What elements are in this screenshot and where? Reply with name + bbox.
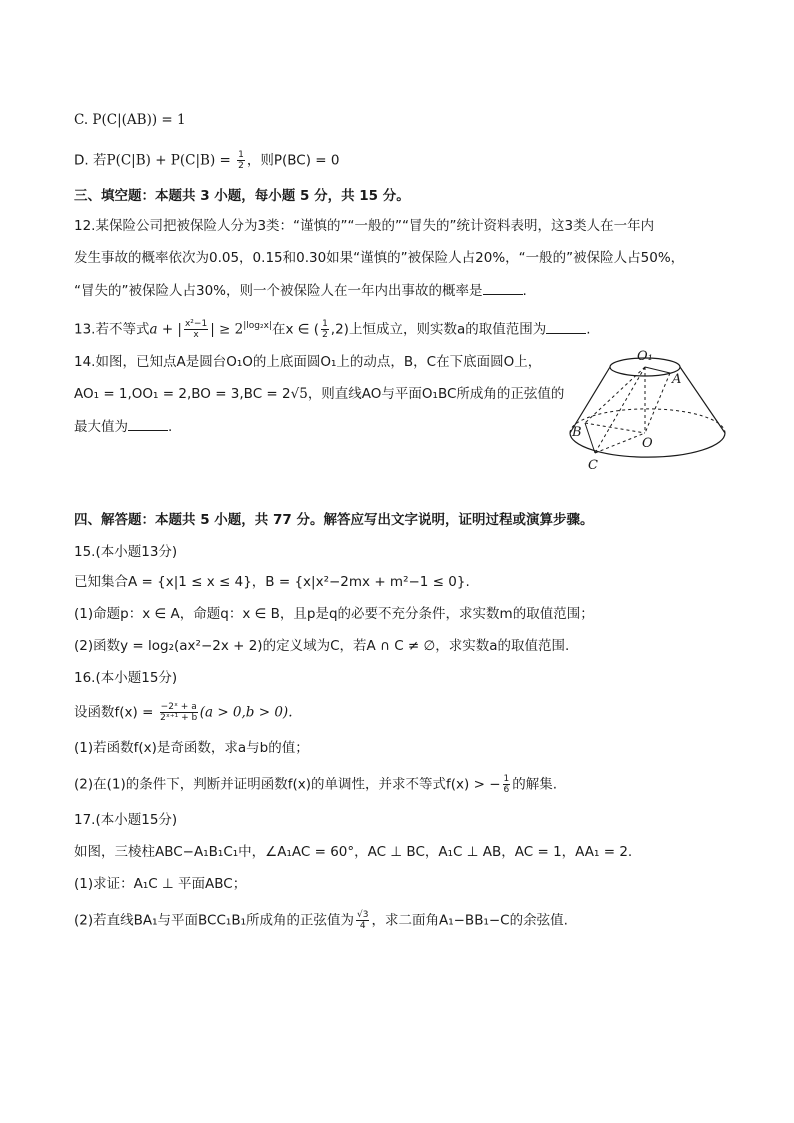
label-o: O: [642, 436, 653, 451]
q17-given: 如图，三棱柱ABC−A₁B₁C₁中，∠A₁AC = 60°，AC ⊥ BC，A₁C ⊥ AB，AC = 1，AA₁ = 2.: [74, 844, 633, 860]
option-c: C. P(C|(AB)) = 1: [74, 112, 186, 128]
q16-part2-post: 的解集.: [512, 776, 558, 793]
q15-title: 15.(本小题13分): [74, 544, 178, 560]
q17-part2-pre: (2)若直线BA₁与平面BCC₁B₁所成角的正弦值为: [74, 912, 354, 929]
option-d-frac-num: 1: [238, 150, 244, 160]
q16-part2-pre: (2)在(1)的条件下，判断并证明函数f(x)的单调性，并求不等式f(x) > −: [74, 776, 501, 793]
label-c: C: [588, 458, 598, 473]
q13-exponent: |log₂x|: [243, 321, 272, 331]
segment-o1-a: [645, 367, 670, 373]
segment-a-o: [645, 373, 670, 433]
q16-frac-num: −2ˣ + a: [160, 702, 197, 712]
q16-given: [74, 702, 293, 723]
q15-part1: (1)命题p：x ∈ A，命题q：x ∈ B，且p是q的必要不充分条件，求实数m的取值范围；: [74, 606, 594, 622]
q14-line2-post: ，则直线AO与平面O₁BC所成角的正弦值的: [307, 386, 565, 402]
q13: 13.若不等式a + | $\frac{\text{x²−1}}{x}$ | ≥ $2^{|log_2x|}$在x ∈ ( $\frac{1}{2}$ ,2)上恒成立，则实数a的取值范围为 .: [74, 319, 591, 340]
q12-line3: “冒失的”被保险人占30%，则一个被保险人在一年内出事故的概率是 .: [74, 280, 527, 301]
segment-c-o: [595, 433, 645, 453]
section3-heading: 三、填空题：本题共 3 小题，每小题 5 分，共 15 分。: [74, 188, 410, 204]
q16-given-post: (a > 0,b > 0).: [199, 704, 293, 721]
q12-line2: 发生事故的概率依次为0.05，0.15和0.30如果“谨慎的”被保险人占20%，“一般的”被保险人占50%，: [74, 250, 685, 266]
label-b: B: [572, 425, 582, 440]
q12-line1: 12.某保险公司把被保险人分为3类：“谨慎的”“一般的”“冒失的”统计资料表明，这3类人在一年内: [74, 218, 655, 234]
q13-expr-b: | ≥ 2: [210, 321, 244, 338]
q17-part2-fraction: [356, 910, 369, 931]
q13-cond: 在x ∈ (: [271, 321, 320, 338]
q16-part2-fraction: [503, 774, 511, 795]
q16-part2-num: 1: [503, 774, 510, 784]
q16-part2-den: 6: [503, 785, 510, 795]
q16-part1: (1)若函数f(x)是奇函数，求a与b的值；: [74, 740, 309, 756]
q17-part2-post: ，求二面角A₁−BB₁−C的余弦值.: [371, 912, 568, 929]
q14-sqrt: √5: [290, 386, 308, 402]
q14-line2: [74, 384, 564, 404]
q16-title: 16.(本小题15分): [74, 670, 178, 686]
section4-heading: 四、解答题：本题共 5 小题，共 77 分。解答应写出文字说明，证明过程或演算步骤。: [74, 512, 594, 528]
option-d-suffix: ，则P(BC) = 0: [246, 152, 340, 169]
q13-answer-blank: [546, 319, 586, 334]
q13-int-num: 1: [322, 319, 328, 329]
q15-given: 已知集合A = {x|1 ≤ x ≤ 4}，B = {x|x²−2mx + m²−1 ≤ 0}.: [74, 574, 470, 590]
q16-fraction: [160, 702, 198, 723]
frustum-figure: [560, 345, 735, 475]
option-d-fraction: [237, 150, 245, 171]
q14-line1: 14.如图，已知点A是圆台O₁O的上底面圆O₁上的动点，B，C在下底面圆O上，: [74, 354, 542, 370]
q13-frac-den: x: [193, 330, 199, 340]
segment-b-o: [585, 423, 645, 433]
label-a: A: [672, 372, 682, 387]
option-d: [74, 150, 339, 171]
q17-part1: (1)求证：A₁C ⊥ 平面ABC；: [74, 876, 247, 892]
q13-frac-num: x²−1: [184, 319, 208, 329]
option-d-frac-den: 2: [238, 161, 244, 171]
q13-fraction: [184, 319, 208, 340]
q14-line3-text: 最大值为: [74, 419, 128, 435]
q12-line3-text: “冒失的”被保险人占30%，则一个被保险人在一年内出事故的概率是: [74, 283, 483, 299]
q14-answer-blank: [128, 416, 168, 431]
q13-expr-a: a + |: [149, 321, 182, 338]
q16-frac-den: 2ˣ⁺¹ + b: [160, 713, 198, 723]
frustum-left-edge: [570, 367, 610, 433]
q16-part2: [74, 774, 557, 795]
q13-prefix: 13.若不等式: [74, 321, 150, 338]
q12-answer-blank: [483, 280, 523, 295]
segment-o1-b: [585, 367, 645, 423]
frustum-bottom-back: [570, 409, 725, 433]
option-d-expr: P(C|B) + P(C|B) =: [106, 152, 236, 169]
q13-cond-end: ,2)上恒成立，则实数a的取值范围为: [330, 321, 547, 338]
q15-part2: (2)函数y = log₂(ax²−2x + 2)的定义域为C，若A ∩ C ≠ ∅，求实数a的取值范围.: [74, 638, 570, 654]
q16-given-pre: 设函数f(x) =: [74, 704, 158, 721]
q14-line2-pre: AO₁ = 1,OO₁ = 2,BO = 3,BC = 2: [74, 386, 291, 402]
q13-int-den: 2: [322, 330, 328, 340]
q17-part2-den: 4: [359, 921, 366, 931]
option-d-prefix: D. 若: [74, 152, 107, 169]
q17-part2: [74, 910, 568, 931]
q13-interval-fraction: [321, 319, 329, 340]
q17-part2-num: √3: [357, 910, 369, 920]
label-o1: O₁: [637, 349, 653, 364]
q17-title: 17.(本小题15分): [74, 812, 178, 828]
q14-line3: 最大值为 .: [74, 416, 172, 437]
